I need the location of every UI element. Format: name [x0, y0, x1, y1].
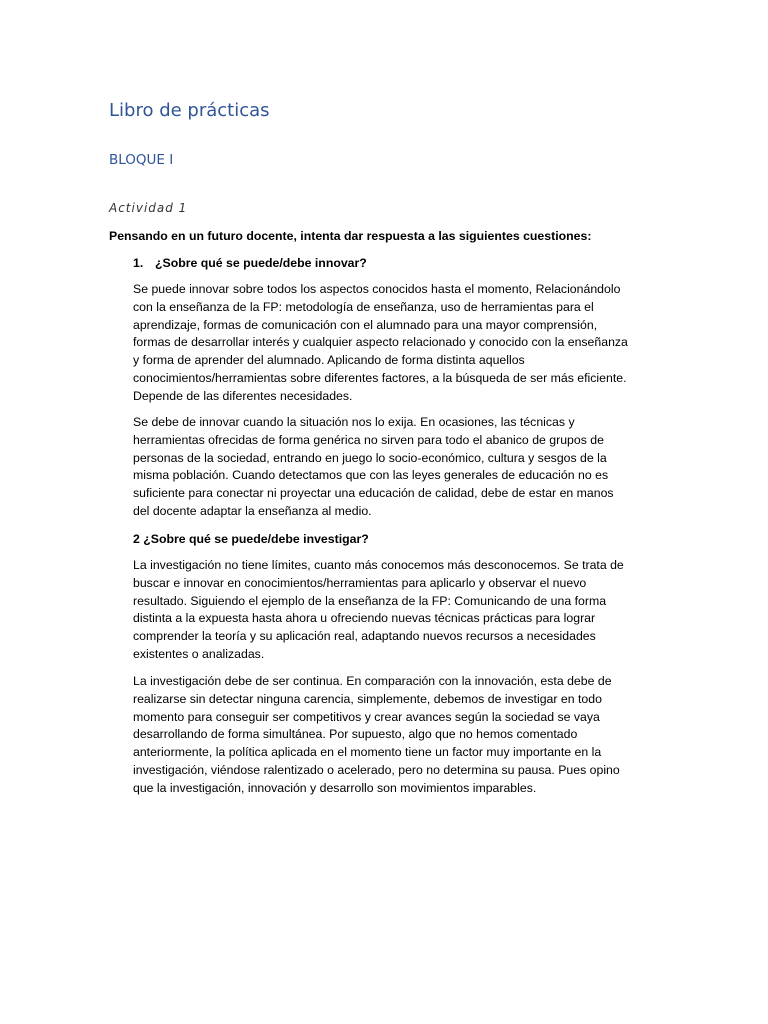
paragraph-line: Se puede innovar sobre todos los aspectos conocidos hasta el momento, Relacionándolo [133, 282, 621, 296]
paragraph-line: desarrollando de forma simultánea. Por supuesto, algo que no hemos comentado [133, 727, 578, 742]
paragraph-line: comprender la teoría y su aplicación real, adaptando nuevos recursos a necesidades [133, 629, 596, 644]
paragraph-line: Se debe de innovar cuando la situación nos lo exija. En ocasiones, las técnicas y [133, 415, 575, 429]
answer-1-paragraph-2 [133, 414, 673, 521]
paragraph-line: formas de desarrollar interés y cualquier aspecto relacionado y conocido con la enseñanza [133, 335, 628, 350]
block-heading: BLOQUE I [109, 152, 174, 168]
paragraph-line: que la investigación, innovación y desarrollo son movimientos imparables. [133, 780, 537, 795]
paragraph-line: herramientas ofrecidas de forma genérica no sirven para todo el abanico de grupos de [133, 432, 604, 447]
question-1 [133, 254, 367, 272]
answer-2-paragraph-1 [133, 557, 673, 664]
question-2: 2 ¿Sobre qué se puede/debe investigar? [133, 532, 369, 546]
paragraph-line: personas de la sociedad, entrando en juego lo socio-económico, cultura y sesgos de la [133, 450, 607, 465]
paragraph-line: distinta a la expuesta hasta ahora u ofreciendo nuevas técnicas prácticas para lograr [133, 611, 596, 626]
paragraph-line: realizarse sin detectar ninguna carencia, simplemente, debemos de investigar en todo [133, 691, 602, 706]
paragraph-line: momento para conseguir ser competitivos y crear avances según la sociedad se vaya [133, 709, 600, 724]
paragraph-line: Depende de las diferentes necesidades. [133, 388, 353, 403]
paragraph-line: resultado. Siguiendo el ejemplo de la enseñanza de la FP: Comunicando de una forma [133, 593, 607, 608]
answer-2-paragraph-2 [133, 673, 673, 798]
paragraph-line: y forma de aprender del alumnado. Aplicando de forma distinta aquellos [133, 353, 525, 368]
question-1-text: ¿Sobre qué se puede/debe innovar? [155, 256, 367, 270]
intro-statement: Pensando en un futuro docente, intenta dar respuesta a las siguientes cuestiones: [109, 229, 592, 243]
document-title: Libro de prácticas [109, 100, 270, 121]
paragraph-line: existentes o analizadas. [133, 646, 265, 661]
answer-1-paragraph-1 [133, 281, 673, 406]
paragraph-line: conocimientos/herramientas sobre diferentes factores, a la búsqueda de ser más eficiente. [133, 370, 627, 385]
paragraph-line: suficiente para conectar ni proyectar una educación de calidad, debe de estar en manos [133, 486, 614, 501]
question-1-number: 1. [133, 256, 144, 270]
activity-heading: Actividad 1 [109, 201, 188, 215]
paragraph-line: con la enseñanza de la FP: metodología de enseñanza, uso de herramientas para el [133, 299, 594, 314]
paragraph-line: misma población. Cuando detectamos que con las leyes generales de educación no es [133, 468, 609, 483]
paragraph-line: anteriormente, la política aplicada en el momento tiene un factor muy importante en la [133, 745, 602, 760]
paragraph-line: aprendizaje, formas de comunicación con el alumnado para una mayor comprensión, [133, 317, 598, 332]
paragraph-line: investigación, viéndose ralentizado o acelerado, pero no determina su pausa. Pues opino [133, 762, 620, 777]
paragraph-line: La investigación no tiene límites, cuanto más conocemos más desconocemos. Se trata de [133, 558, 624, 572]
paragraph-line: La investigación debe de ser continua. En comparación con la innovación, esta debe de [133, 674, 612, 688]
paragraph-line: del docente adaptar la enseñanza al medio. [133, 503, 372, 518]
paragraph-line: buscar e innovar en conocimientos/herramientas para aplicarlo y observar el nuevo [133, 575, 587, 590]
